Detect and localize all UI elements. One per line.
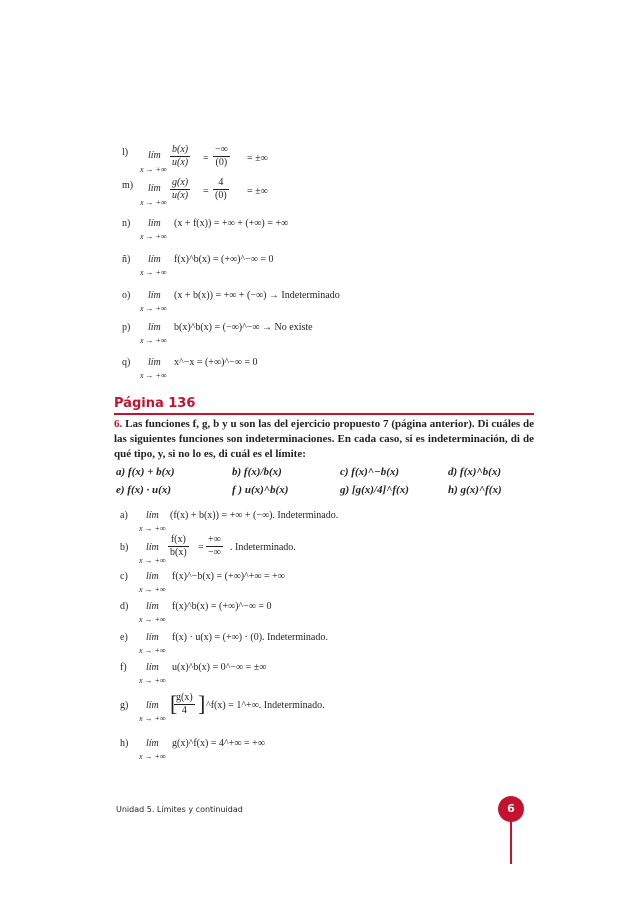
expression: f(x)^b(x) = (+∞)^−∞ = 0 (174, 254, 274, 265)
lim-symbol: lím (146, 632, 159, 643)
lim-symbol: lím (146, 601, 159, 612)
item-label: e) (120, 632, 128, 643)
fraction-result: +∞ −∞ (208, 534, 221, 558)
lim-subscript: x → +∞ (140, 268, 167, 277)
lim-subscript: x → +∞ (139, 585, 166, 594)
item-label: b) (120, 542, 129, 553)
exercise-number: 6. (114, 418, 123, 430)
expression: (x + b(x)) = +∞ + (−∞) → Indeterminado (174, 290, 340, 301)
bracket-left: [ (170, 691, 178, 716)
expression: b(x)^b(x) = (−∞)^−∞ → No existe (174, 322, 313, 333)
lim-subscript: x → +∞ (139, 646, 166, 655)
exercise-text: Las funciones f, g, b y u son las del ejercicio propuesto 7 (página anterior). Di cuáles de las siguientes funciones son indeterminaciones. En cada caso, si es indeterminación, di de qué tipo, y, si no lo es, di cuál es el límite: (114, 418, 534, 460)
item-label: g) (120, 700, 129, 711)
expression: f(x)^−b(x) = (+∞)^+∞ = +∞ (172, 571, 285, 582)
fraction: $\frac{f(x)}{b(x)}$ (170, 534, 187, 558)
lim-symbol: lím (146, 510, 159, 521)
fraction: $\frac{b(x)}{u(x)}$ (172, 144, 189, 168)
option-f: f ) u(x)^b(x) (232, 484, 289, 496)
item-label: f) (120, 662, 127, 673)
section-divider (114, 413, 534, 415)
option-a: a) f(x) + b(x) (116, 466, 175, 478)
option-c: c) f(x)^−b(x) (340, 466, 400, 478)
result: . Indeterminado. (230, 542, 296, 553)
result: = ±∞ (247, 186, 268, 197)
lim-subscript: x → +∞ (140, 371, 167, 380)
expression: g(x)^f(x) = 4^+∞ = +∞ (172, 738, 265, 749)
fraction-result: −∞ (0) (215, 144, 228, 168)
expression: x^−x = (+∞)^−∞ = 0 (174, 357, 258, 368)
lim-subscript: x → +∞ (140, 336, 167, 345)
option-e: e) f(x) · u(x) (116, 484, 171, 496)
lim-subscript: x → +∞ (139, 676, 166, 685)
lim-symbol: lím (148, 322, 161, 333)
lim-subscript: x → +∞ (139, 752, 166, 761)
lim-symbol: lím (146, 662, 159, 673)
expression: f(x) · u(x) = (+∞) · (0). Indeterminado. (172, 632, 328, 643)
page-number-badge: 6 (498, 796, 524, 822)
item-label: c) (120, 571, 128, 582)
lim-subscript: x → +∞ (140, 304, 167, 313)
item-label: m) (122, 180, 134, 191)
option-g: g) [g(x)/4]^f(x) (340, 484, 409, 496)
lim-symbol: lím (148, 357, 161, 368)
lim-subscript: x → +∞ (139, 524, 166, 533)
item-label: p) (122, 322, 131, 333)
footer-text: Unidad 5. Límites y continuidad (116, 805, 243, 814)
item-label: ñ) (122, 254, 131, 265)
item-label: d) (120, 601, 129, 612)
lim-symbol: lím (146, 542, 159, 553)
lim-symbol: lím (146, 700, 159, 711)
result: ^f(x) = 1^+∞. Indeterminado. (206, 700, 325, 711)
lim-symbol: lím (148, 150, 161, 161)
expression: f(x)^b(x) = (+∞)^−∞ = 0 (172, 601, 272, 612)
lim-subscript: x → +∞ (140, 232, 167, 241)
item-label: l) (122, 147, 129, 158)
bracket-right: ] (198, 691, 206, 716)
expression: (x + f(x)) = +∞ + (+∞) = +∞ (174, 218, 289, 229)
lim-subscript: x → +∞ (139, 615, 166, 624)
fraction: $\frac{g(x)}{u(x)}$ (172, 177, 189, 201)
fraction: $\frac{g(x)}{4}$ (176, 692, 193, 716)
option-h: h) g(x)^f(x) (448, 484, 502, 496)
lim-subscript: x → +∞ (140, 165, 167, 174)
lim-symbol: lím (146, 571, 159, 582)
expression: u(x)^b(x) = 0^−∞ = ±∞ (172, 662, 267, 673)
option-b: b) f(x)/b(x) (232, 466, 282, 478)
page-marker-line (510, 822, 512, 864)
lim-symbol: lím (148, 290, 161, 301)
exercise-statement (114, 417, 534, 462)
lim-symbol: lím (148, 183, 161, 194)
lim-subscript: x → +∞ (139, 556, 166, 565)
fraction-result: $\frac{4}{(0)}$ (215, 177, 227, 201)
item-label: q) (122, 357, 131, 368)
option-d: d) f(x)^b(x) (448, 466, 501, 478)
lim-symbol: lím (148, 218, 161, 229)
lim-subscript: x → +∞ (140, 198, 167, 207)
section-title: Página 136 (114, 396, 196, 411)
expression: (f(x) + b(x)) = +∞ + (−∞). Indeterminado. (170, 510, 339, 521)
item-label: o) (122, 290, 131, 301)
item-label: n) (122, 218, 131, 229)
lim-symbol: lím (146, 738, 159, 749)
result: = ±∞ (247, 153, 268, 164)
item-label: h) (120, 738, 129, 749)
item-label: a) (120, 510, 128, 521)
lim-subscript: x → +∞ (139, 714, 166, 723)
lim-symbol: lím (148, 254, 161, 265)
